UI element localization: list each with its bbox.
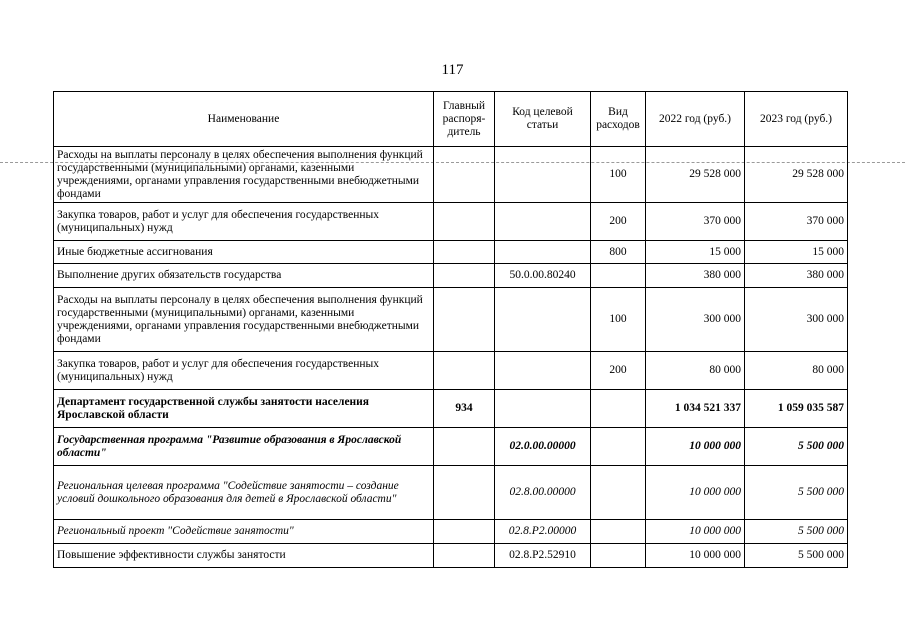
row-code: 02.8.P2.00000 bbox=[495, 520, 591, 544]
header-code: Код целевой статьи bbox=[495, 92, 591, 147]
row-code: 02.8.00.00000 bbox=[495, 466, 591, 520]
row-manager bbox=[434, 241, 495, 264]
row-code: 02.8.P2.52910 bbox=[495, 544, 591, 568]
row-manager bbox=[434, 203, 495, 241]
table-row bbox=[54, 544, 848, 568]
row-2022: 10 000 000 bbox=[646, 466, 745, 520]
row-type: 800 bbox=[591, 241, 646, 264]
row-2023: 29 528 000 bbox=[745, 147, 848, 203]
row-2023: 80 000 bbox=[745, 352, 848, 390]
row-2022: 10 000 000 bbox=[646, 520, 745, 544]
row-code bbox=[495, 390, 591, 428]
row-2022: 10 000 000 bbox=[646, 544, 745, 568]
row-type: 100 bbox=[591, 147, 646, 203]
budget-table bbox=[53, 91, 848, 568]
row-name: Иные бюджетные ассигнования bbox=[54, 241, 434, 264]
row-type bbox=[591, 264, 646, 288]
row-type: 200 bbox=[591, 203, 646, 241]
row-code bbox=[495, 147, 591, 203]
row-name: Выполнение других обязательств государства bbox=[54, 264, 434, 288]
row-code bbox=[495, 241, 591, 264]
row-2023: 5 500 000 bbox=[745, 466, 848, 520]
table-row bbox=[54, 288, 848, 352]
row-name: Расходы на выплаты персоналу в целях обеспечения выполнения функций государственными (муниципальными) органами, казенными учреждениями, органами управления государственными внебюджетными фондами bbox=[54, 288, 434, 352]
row-type bbox=[591, 428, 646, 466]
row-name: Повышение эффективности службы занятости bbox=[54, 544, 434, 568]
row-manager bbox=[434, 466, 495, 520]
header-type: Вид расходов bbox=[591, 92, 646, 147]
row-manager bbox=[434, 352, 495, 390]
table-row bbox=[54, 264, 848, 288]
table-row bbox=[54, 428, 848, 466]
row-code bbox=[495, 203, 591, 241]
row-2022: 10 000 000 bbox=[646, 428, 745, 466]
row-type bbox=[591, 544, 646, 568]
row-manager bbox=[434, 288, 495, 352]
row-name: Региональный проект "Содействие занятости" bbox=[54, 520, 434, 544]
row-code: 02.0.00.00000 bbox=[495, 428, 591, 466]
row-2022: 15 000 bbox=[646, 241, 745, 264]
row-manager bbox=[434, 147, 495, 203]
row-type: 100 bbox=[591, 288, 646, 352]
row-name: Закупка товаров, работ и услуг для обеспечения государственных (муниципальных) нужд bbox=[54, 203, 434, 241]
row-code bbox=[495, 288, 591, 352]
row-manager bbox=[434, 428, 495, 466]
row-code: 50.0.00.80240 bbox=[495, 264, 591, 288]
row-manager bbox=[434, 544, 495, 568]
row-name: Расходы на выплаты персоналу в целях обеспечения выполнения функций государственными (муниципальными) органами, казенными учреждениями, органами управления государственными внебюджетными фондами bbox=[54, 147, 434, 203]
row-manager: 934 bbox=[434, 390, 495, 428]
table-row bbox=[54, 147, 848, 203]
row-2022: 80 000 bbox=[646, 352, 745, 390]
row-type bbox=[591, 390, 646, 428]
header-2022: 2022 год (руб.) bbox=[646, 92, 745, 147]
row-2023: 5 500 000 bbox=[745, 428, 848, 466]
header-manager: Главный распоря-дитель bbox=[434, 92, 495, 147]
page-number: 117 bbox=[441, 62, 464, 78]
row-2023: 370 000 bbox=[745, 203, 848, 241]
header-name: Наименование bbox=[54, 92, 434, 147]
row-2022: 380 000 bbox=[646, 264, 745, 288]
row-code bbox=[495, 352, 591, 390]
row-2023: 5 500 000 bbox=[745, 544, 848, 568]
row-type bbox=[591, 466, 646, 520]
row-2023: 15 000 bbox=[745, 241, 848, 264]
row-name: Государственная программа "Развитие образования в Ярославской области" bbox=[54, 428, 434, 466]
row-2023: 5 500 000 bbox=[745, 520, 848, 544]
header-2023: 2023 год (руб.) bbox=[745, 92, 848, 147]
row-2022: 29 528 000 bbox=[646, 147, 745, 203]
table-row bbox=[54, 203, 848, 241]
row-name: Закупка товаров, работ и услуг для обеспечения государственных (муниципальных) нужд bbox=[54, 352, 434, 390]
table-row bbox=[54, 520, 848, 544]
table-header-row bbox=[54, 92, 848, 147]
row-manager bbox=[434, 264, 495, 288]
row-type bbox=[591, 520, 646, 544]
row-2023: 380 000 bbox=[745, 264, 848, 288]
table-row bbox=[54, 241, 848, 264]
row-name: Региональная целевая программа "Содействие занятости – создание условий дошкольного образования для детей в Ярославской области" bbox=[54, 466, 434, 520]
row-2022: 300 000 bbox=[646, 288, 745, 352]
row-name: Департамент государственной службы занятости населения Ярославской области bbox=[54, 390, 434, 428]
row-type: 200 bbox=[591, 352, 646, 390]
row-2023: 300 000 bbox=[745, 288, 848, 352]
row-2022: 370 000 bbox=[646, 203, 745, 241]
table-row bbox=[54, 466, 848, 520]
row-2023: 1 059 035 587 bbox=[745, 390, 848, 428]
table-row bbox=[54, 390, 848, 428]
row-2022: 1 034 521 337 bbox=[646, 390, 745, 428]
row-manager bbox=[434, 520, 495, 544]
table-row bbox=[54, 352, 848, 390]
